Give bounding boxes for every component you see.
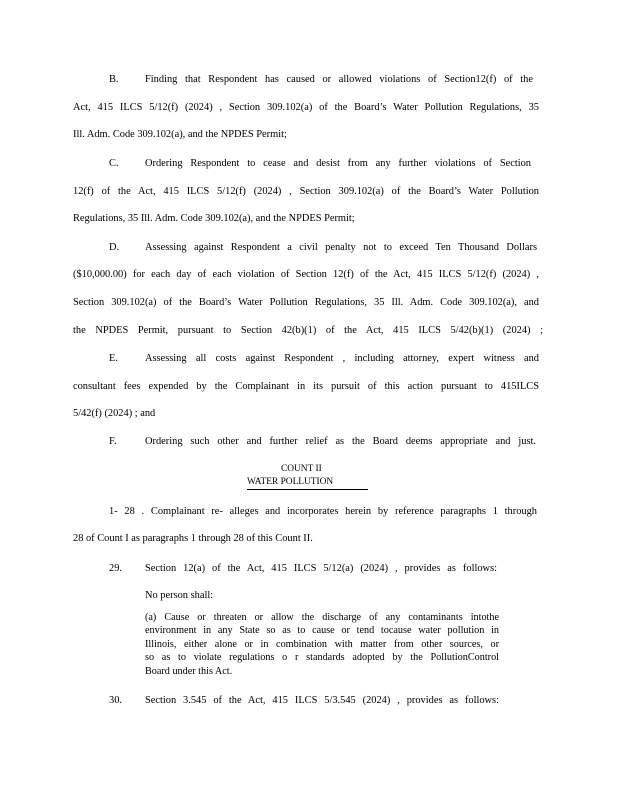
paragraph-d-line: Section 309.102(a) of the Board’s Water Pollution Regulations, 35 Ill. Adm. Code 309.102(a), and <box>73 297 539 308</box>
heading-underline <box>247 489 368 490</box>
paragraph-d-label: D. <box>109 242 120 253</box>
paragraph-c-label: C. <box>109 158 119 169</box>
paragraph-1-28-text: 1- 28 . Complainant re- alleges and incorporates herein by reference paragraphs 1 through <box>109 506 537 517</box>
paragraph-d-line: ($10,000.00) for each day of each violation of Section 12(f) of the Act, 415 ILCS 5/12(f) (2024) , <box>73 269 539 280</box>
paragraph-b-line: Act, 415 ILCS 5/12(f) (2024) , Section 309.102(a) of the Board’s Water Pollution Regulations, 35 <box>73 102 539 113</box>
paragraph-1-28-line: 28 of Count I as paragraphs 1 through 28 of this Count II. <box>73 533 313 544</box>
paragraph-e-line: consultant fees expended by the Complainant in its pursuit of this action pursuant to 415ILCS <box>73 381 539 392</box>
quote-line: Illinois, either alone or in combination with matter from other sources, or <box>145 639 499 650</box>
paragraph-d-text: Assessing against Respondent a civil penalty not to exceed Ten Thousand Dollars <box>145 242 537 253</box>
paragraph-29-text: Section 12(a) of the Act, 415 ILCS 5/12(a) (2024) , provides as follows: <box>145 563 497 574</box>
paragraph-b-text: Finding that Respondent has caused or allowed violations of Section12(f) of the <box>145 74 533 85</box>
paragraph-b-label: B. <box>109 74 119 85</box>
paragraph-b-line: Ill. Adm. Code 309.102(a), and the NPDES Permit; <box>73 129 287 140</box>
quote-intro: No person shall: <box>145 590 214 601</box>
quote-line: environment in any State so as to cause or tend tocause water pollution in <box>145 625 499 636</box>
count-title: COUNT II <box>281 464 322 474</box>
paragraph-30-number: 30. <box>109 695 122 706</box>
paragraph-c-line: Regulations, 35 Ill. Adm. Code 309.102(a), and the NPDES Permit; <box>73 213 355 224</box>
paragraph-d-line: the NPDES Permit, pursuant to Section 42(b)(1) of the Act, 415 ILCS 5/42(b)(1) (2024) ; <box>73 325 543 336</box>
quote-line: Board under this Act. <box>145 666 233 677</box>
paragraph-e-label: E. <box>109 353 118 364</box>
paragraph-29-number: 29. <box>109 563 122 574</box>
count-subtitle: WATER POLLUTION <box>247 477 334 487</box>
paragraph-f-label: F. <box>109 436 117 447</box>
quote-line: (a) Cause or threaten or allow the discharge of any contaminants intothe <box>145 612 499 623</box>
paragraph-30-text: Section 3.545 of the Act, 415 ILCS 5/3.545 (2024) , provides as follows: <box>145 695 499 706</box>
paragraph-e-text: Assessing all costs against Respondent , including attorney, expert witness and <box>145 353 539 364</box>
paragraph-c-text: Ordering Respondent to cease and desist from any further violations of Section <box>145 158 531 169</box>
quote-line: so as to violate regulations o r standards adopted by the PollutionControl <box>145 652 499 663</box>
paragraph-f-text: Ordering such other and further relief as the Board deems appropriate and just. <box>145 436 536 447</box>
paragraph-e-line: 5/42(f) (2024) ; and <box>73 408 156 419</box>
paragraph-c-line: 12(f) of the Act, 415 ILCS 5/12(f) (2024) , Section 309.102(a) of the Board’s Water Pollution <box>73 186 539 197</box>
